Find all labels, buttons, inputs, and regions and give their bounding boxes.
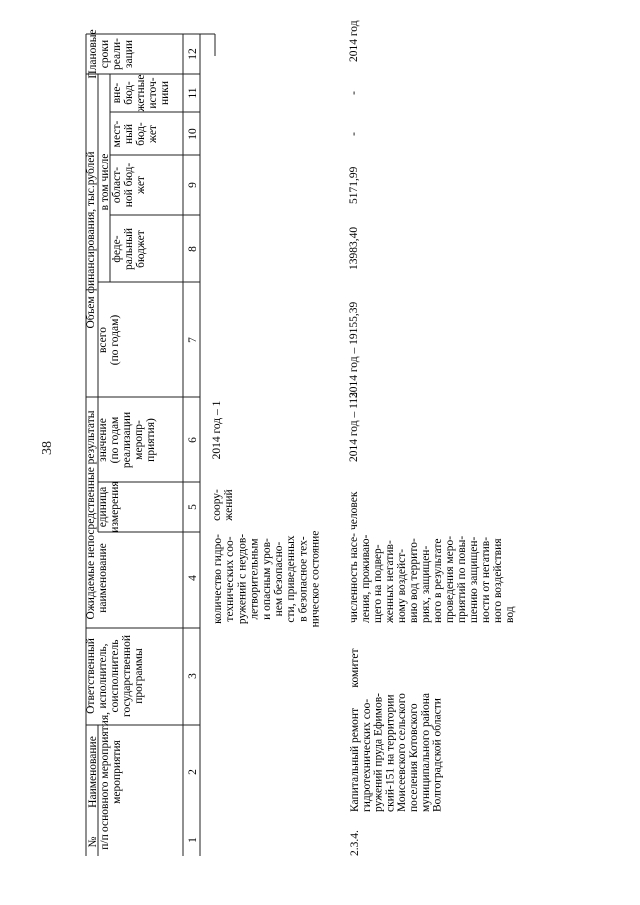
col-7-header-line: всего bbox=[97, 327, 109, 353]
result-name-a-line: ружений с неудов- bbox=[236, 533, 249, 625]
result-name-b-line: приятий по повы- bbox=[456, 535, 468, 623]
column-number-1-line: 1 bbox=[187, 837, 199, 843]
col-2-header-line: мероприятия bbox=[111, 740, 123, 804]
column-number-4-line: 4 bbox=[187, 575, 199, 581]
col-4-header-line: наименование bbox=[97, 543, 109, 613]
result-name-b-line: женных негатив- bbox=[384, 540, 396, 623]
col-11-header bbox=[111, 75, 171, 113]
row-title-line: поселения Котовского bbox=[408, 703, 420, 812]
column-number-11 bbox=[187, 87, 199, 98]
row-title-line: Капитальный ремонт bbox=[349, 707, 361, 812]
col-3-header-line: исполнитель, bbox=[97, 643, 109, 709]
column-number-2 bbox=[187, 769, 199, 775]
col-6-header bbox=[97, 412, 157, 468]
result-name-b-line: шению защищен- bbox=[468, 536, 480, 623]
row-responsible-line: комитет bbox=[349, 648, 361, 688]
funding-regional-line: 5171,99 bbox=[348, 166, 360, 204]
col-9-header-line: ной бюд- bbox=[123, 162, 135, 208]
funding-total-line: 2014 год – 19155,39 bbox=[348, 301, 360, 398]
column-number-7 bbox=[187, 337, 199, 343]
column-number-6-line: 6 bbox=[187, 437, 199, 443]
funding-local bbox=[348, 132, 360, 136]
col-7-header bbox=[97, 315, 121, 366]
column-number-9-line: 9 bbox=[187, 182, 199, 188]
result-name-a-line: нем безопасно- bbox=[273, 541, 285, 617]
col-11-header-line: ники bbox=[159, 80, 171, 106]
row-title-line: ский-151 на территории bbox=[384, 694, 397, 812]
row-title-line: гидротехнических соо- bbox=[360, 698, 373, 812]
col-10-header-line: ный bbox=[123, 123, 135, 145]
col-1-header-line: п/п bbox=[99, 834, 111, 850]
col-2-header-line: основного мероприятия, bbox=[99, 711, 111, 833]
result-name-b-line: риях, защищен- bbox=[420, 545, 432, 623]
result-unit-a bbox=[211, 489, 235, 522]
result-name-a-line: количество гидро- bbox=[212, 534, 224, 624]
funding-federal-line: 13983,40 bbox=[348, 226, 360, 270]
col-11-header-line: бюд- bbox=[123, 81, 135, 105]
col-11-header-line: источ- bbox=[147, 77, 159, 109]
result-name-a-line: технических соо- bbox=[224, 536, 237, 622]
column-number-9 bbox=[187, 182, 199, 188]
row-title bbox=[349, 693, 444, 812]
col-8-header bbox=[111, 228, 147, 270]
result-value-a bbox=[211, 400, 223, 459]
results-group-header-line: Ожидаемые непосредственные результаты bbox=[85, 410, 97, 620]
col-10-header bbox=[111, 121, 159, 148]
funding-group-header-line: Объем финансирования, тыс.рублей bbox=[85, 151, 97, 329]
col-11-header-line: жетные bbox=[135, 74, 147, 112]
col-5-header bbox=[97, 481, 121, 533]
in-total-header-line: в том числе bbox=[99, 153, 111, 211]
col-3-header-line: государственной bbox=[121, 635, 133, 717]
result-name-b-line: ного в результате bbox=[432, 538, 444, 623]
col-6-header-line: реализации bbox=[121, 411, 133, 469]
row-title-line: муниципального района bbox=[419, 693, 432, 812]
column-number-8 bbox=[187, 246, 199, 252]
col-8-header-line: феде- bbox=[111, 235, 123, 263]
col-6-header-line: (по годам bbox=[109, 416, 121, 464]
col-10-header-line: жет bbox=[147, 125, 159, 143]
col-3-header-line: Ответственный bbox=[85, 638, 97, 714]
result-name-b bbox=[348, 533, 516, 624]
page-number: 38 bbox=[40, 441, 55, 455]
col-9-header bbox=[111, 163, 147, 208]
col-5-header-line: единица bbox=[97, 486, 109, 528]
result-value-a-line: 2014 год – 1 bbox=[211, 400, 223, 460]
column-number-12-line: 12 bbox=[187, 48, 199, 60]
funding-local-line: - bbox=[348, 132, 360, 136]
result-unit-b bbox=[348, 491, 360, 530]
result-name-b-line: ности от негатив- bbox=[480, 536, 492, 623]
result-name-a bbox=[212, 531, 322, 628]
column-number-7-line: 7 bbox=[187, 337, 199, 343]
col-9-header-line: област- bbox=[111, 166, 123, 204]
col-6-header-line: приятия) bbox=[145, 418, 157, 462]
result-name-b-line: вию вод террито- bbox=[408, 538, 420, 623]
funding-extrabudget-line: - bbox=[348, 91, 360, 95]
column-number-10-line: 10 bbox=[187, 128, 199, 140]
col-8-header-line: бюджет bbox=[135, 230, 147, 268]
row-number-line: 2.3.4. bbox=[349, 830, 361, 856]
col-3-header bbox=[85, 635, 145, 717]
row-number bbox=[349, 830, 361, 856]
col-3-header-line: программы bbox=[133, 648, 145, 704]
result-name-b-line: численность насе- bbox=[348, 533, 360, 623]
result-unit-a-line: жений bbox=[223, 489, 235, 521]
column-number-5-line: 5 bbox=[187, 504, 199, 510]
result-name-b-line: вод bbox=[504, 606, 516, 623]
result-name-a-line: и опасным уров- bbox=[260, 538, 273, 620]
result-unit-b-line: человек bbox=[348, 491, 360, 530]
col-1-header-line: № bbox=[87, 836, 99, 848]
row-title-line: ружений пруда Ефимов- bbox=[372, 693, 385, 812]
result-name-b-line: ному воздейст- bbox=[396, 548, 408, 623]
column-number-2-line: 2 bbox=[187, 769, 199, 775]
col-4-header bbox=[97, 543, 109, 613]
implementation-term-line: 2014 год bbox=[348, 20, 360, 62]
column-number-8-line: 8 bbox=[187, 246, 199, 252]
col-11-header-line: вне- bbox=[111, 82, 123, 104]
column-number-1 bbox=[187, 837, 199, 843]
in-total-header bbox=[99, 154, 111, 211]
col-2-header-line: Наименование bbox=[87, 736, 99, 808]
col-12-header bbox=[87, 29, 135, 78]
column-number-4 bbox=[187, 575, 199, 581]
funding-regional bbox=[348, 166, 360, 204]
col-12-header-line: зации bbox=[123, 39, 135, 69]
column-number-6 bbox=[187, 437, 199, 443]
col-10-header-line: мест- bbox=[111, 120, 123, 148]
col-6-header-line: меропр- bbox=[133, 420, 145, 460]
result-name-a-line: ническое состояние bbox=[309, 530, 322, 628]
col-3-header-line: соисполнитель bbox=[109, 639, 121, 713]
col-12-header-line: реали- bbox=[111, 38, 123, 70]
col-2-header bbox=[87, 712, 123, 832]
row-responsible bbox=[349, 648, 361, 687]
funding-federal bbox=[348, 227, 360, 270]
funding-total bbox=[348, 302, 360, 398]
result-name-a-line: сти, приведенных bbox=[285, 535, 298, 623]
col-9-header-line: жет bbox=[135, 176, 147, 194]
column-number-3 bbox=[187, 673, 199, 679]
result-name-a-line: в безопасное тех- bbox=[297, 536, 310, 622]
col-7-header-line: (по годам) bbox=[109, 314, 121, 366]
col-6-header-line: значение bbox=[97, 418, 109, 462]
column-number-3-line: 3 bbox=[187, 673, 199, 679]
col-1-header bbox=[87, 834, 111, 850]
result-value-b-line: 2014 год – 113 bbox=[348, 392, 360, 462]
row-title-line: Волгоградской области bbox=[431, 698, 444, 812]
results-group-header bbox=[85, 410, 97, 619]
col-10-header-line: бюд- bbox=[135, 122, 147, 146]
column-number-10 bbox=[187, 128, 199, 140]
col-12-header-line: Плановые bbox=[87, 29, 99, 79]
col-8-header-line: ральный bbox=[123, 228, 135, 270]
funding-group-header bbox=[85, 151, 97, 328]
column-number-12 bbox=[187, 48, 199, 60]
result-unit-a-line: соору- bbox=[211, 489, 223, 521]
implementation-term bbox=[348, 20, 360, 62]
column-number-5 bbox=[187, 504, 199, 510]
result-name-b-line: проведения меро- bbox=[444, 535, 456, 623]
result-name-b-line: щего на подвер- bbox=[372, 544, 384, 623]
result-name-a-line: летворительным bbox=[248, 538, 261, 620]
funding-extrabudget bbox=[348, 91, 360, 95]
result-value-b bbox=[348, 392, 360, 462]
result-name-b-line: ления, проживаю- bbox=[360, 534, 372, 623]
col-5-header-line: измерения bbox=[109, 481, 121, 533]
result-name-b-line: ного воздействия bbox=[492, 538, 504, 623]
column-number-11-line: 11 bbox=[187, 87, 199, 99]
row-title-line: Моисеевского сельского bbox=[396, 693, 409, 812]
col-12-header-line: сроки bbox=[99, 39, 111, 69]
